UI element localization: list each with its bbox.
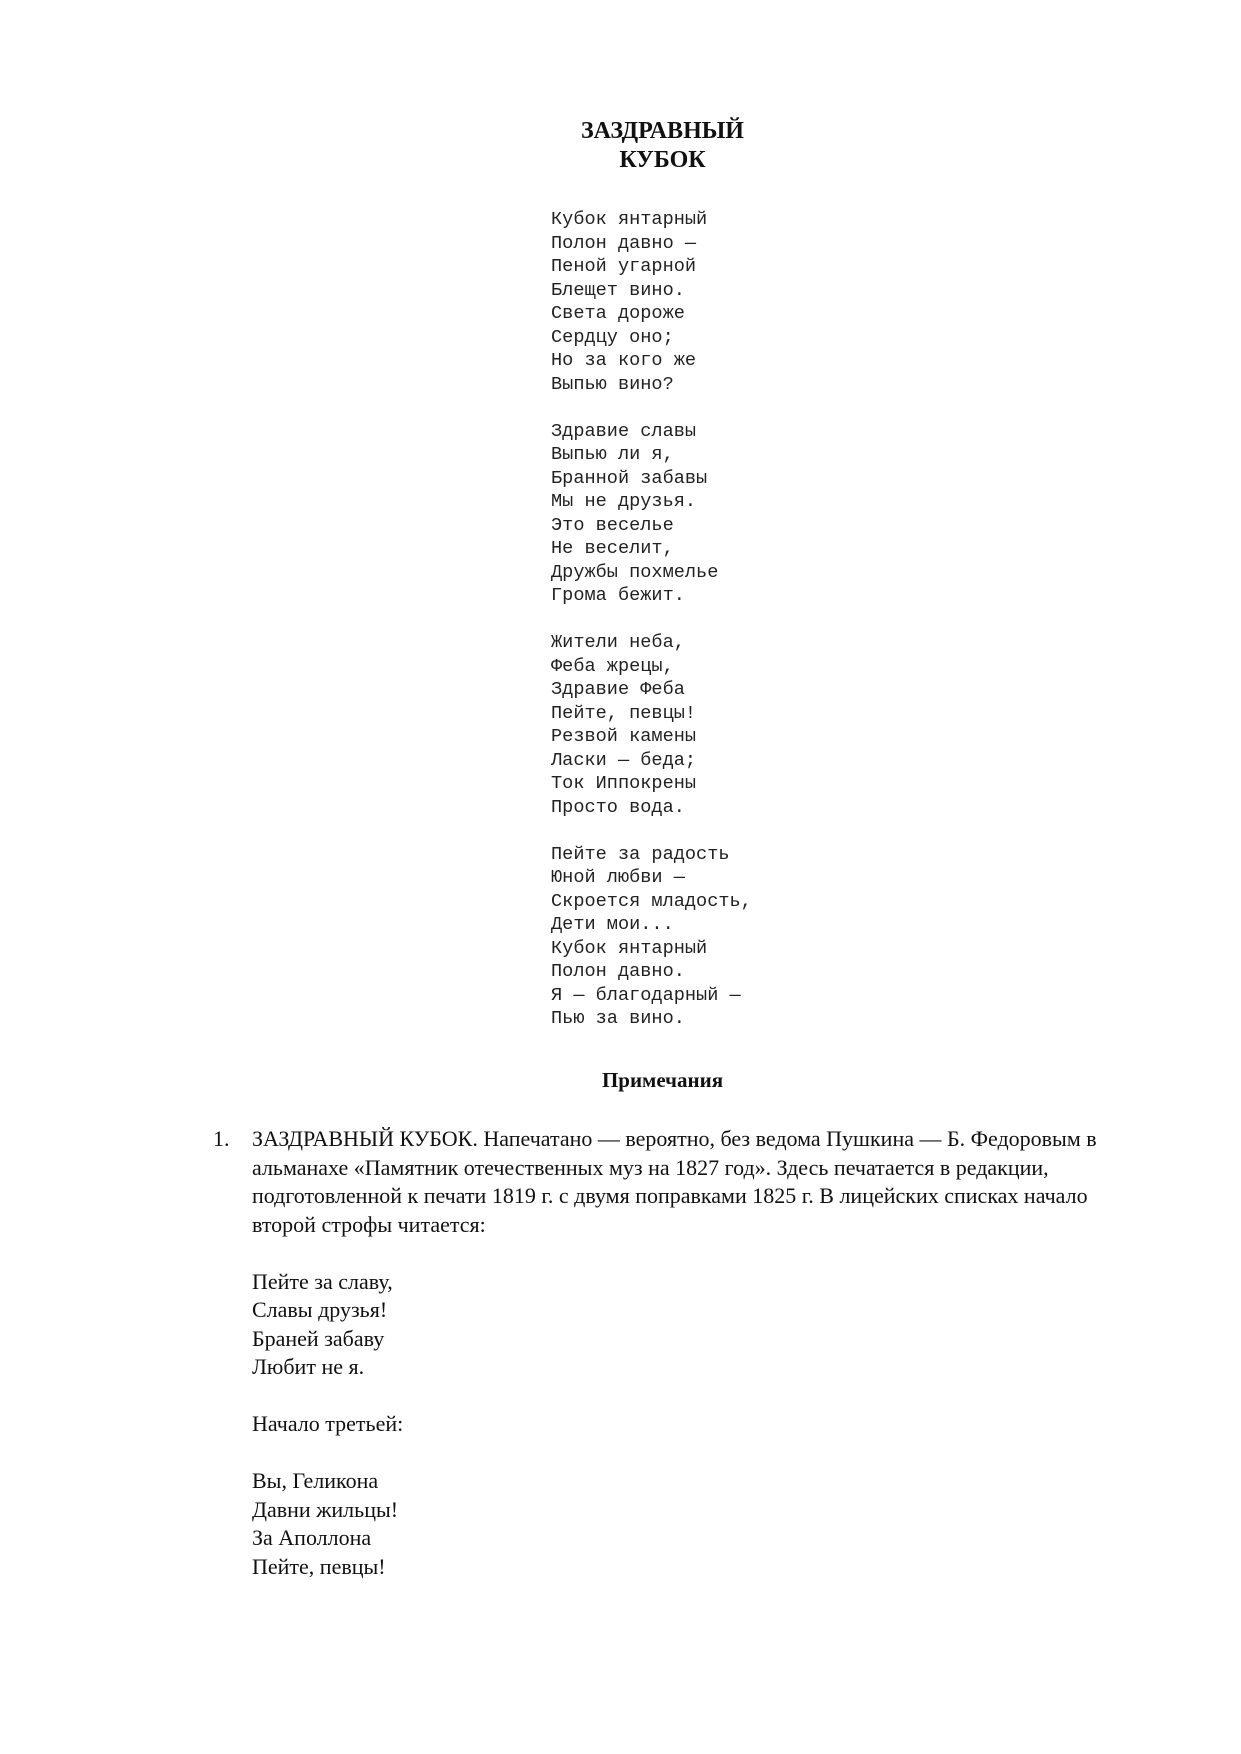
- poem-line: Полон давно.: [551, 961, 685, 982]
- notes-heading: Примечания: [601, 1068, 724, 1092]
- verse-line: Браней забаву: [252, 1325, 385, 1351]
- poem-line: Я — благодарный —: [551, 984, 741, 1006]
- poem-line: Грома бежит.: [551, 585, 685, 606]
- poem-line: Блещет вино.: [551, 279, 685, 301]
- poem-line: Дружбы похмелье: [551, 561, 719, 583]
- poem-line: Юной любви —: [551, 867, 685, 888]
- poem-line: Света дороже: [551, 303, 685, 324]
- poem-line: Ласки — беда;: [551, 749, 697, 771]
- note-body: [252, 1125, 1143, 1581]
- poem-line: Бранной забавы: [551, 467, 708, 489]
- note-text: ЗАЗДРАВНЫЙ КУБОК. Напечатано — вероятно, без ведома Пушкина — Б. Федоровым в альманахе «Памятник отечественных муз на 1827 год». Здесь печатается в редакции, подготовленной к печати 1819 г. с двумя поправками 1825 г. В лицейских списках начало второй строфы читается:: [252, 1126, 1097, 1237]
- poem-body: [551, 208, 752, 1031]
- poem-title-line-2: КУБОК: [619, 147, 706, 173]
- poem-line: Просто вода.: [551, 796, 685, 818]
- verse-line: Славы друзья!: [252, 1297, 388, 1322]
- poem-line: Сердцу оно;: [551, 326, 674, 348]
- poem-line: Полон давно —: [551, 232, 697, 254]
- poem-title-line-1: ЗАЗДРАВНЫЙ: [581, 118, 744, 144]
- stanza-2: [551, 420, 752, 608]
- verse-line: Вы, Геликона: [252, 1468, 379, 1493]
- stanza-3: [551, 631, 752, 819]
- poem-line: Скроется младость,: [551, 890, 752, 912]
- poem-line: Выпью вино?: [551, 373, 674, 395]
- verse-line: Пейте, певцы!: [252, 1553, 386, 1579]
- poem-line: Мы не друзья.: [551, 491, 697, 512]
- note-verse-2: [252, 1467, 1143, 1581]
- verse-line: Давни жильцы!: [252, 1496, 399, 1522]
- poem-line: Пейте за радость: [551, 843, 730, 865]
- poem-line: Кубок янтарный: [551, 937, 708, 959]
- poem-line: Жители неба,: [551, 632, 685, 653]
- poem-line: Пеной угарной: [551, 256, 697, 277]
- poem-line: Пейте, певцы!: [551, 702, 697, 724]
- poem-line: Здравие славы: [551, 420, 697, 442]
- poem-line: Кубок янтарный: [551, 209, 708, 230]
- note-verse-1: [252, 1268, 1143, 1382]
- stanza-4: [551, 843, 752, 1031]
- poem-line: Резвой камены: [551, 726, 697, 747]
- note-item-1: [213, 1125, 1143, 1610]
- poem-line: Это веселье: [551, 514, 674, 536]
- stanza-1: [551, 208, 752, 396]
- poem-line: Здравие Феба: [551, 679, 685, 700]
- poem-line: Но за кого же: [551, 350, 697, 371]
- poem-line: Дети мои...: [551, 914, 674, 935]
- note-number: 1.: [213, 1126, 230, 1151]
- poem-line: Ток Иппокрены: [551, 773, 697, 794]
- note-intro-2: Начало третьей:: [252, 1411, 404, 1436]
- poem-line: Пью за вино.: [551, 1008, 685, 1029]
- poem-title: [0, 117, 1241, 175]
- verse-line: За Аполлона: [252, 1525, 372, 1550]
- verse-line: Любит не я.: [252, 1354, 365, 1379]
- poem-line: Феба жрецы,: [551, 655, 674, 677]
- poem-line: Выпью ли я,: [551, 444, 674, 465]
- verse-line: Пейте за славу,: [252, 1268, 393, 1294]
- poem-line: Не веселит,: [551, 538, 674, 559]
